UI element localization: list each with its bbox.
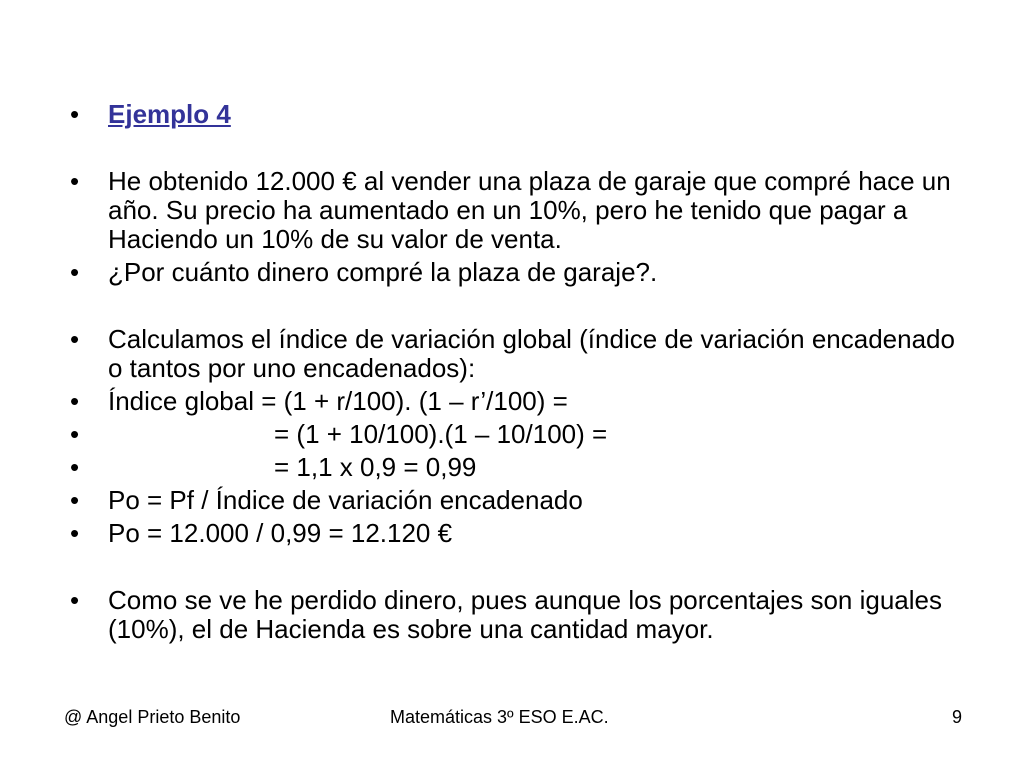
bullet-question	[70, 258, 970, 287]
bullet-problem	[70, 167, 970, 254]
bullet-step2	[70, 420, 970, 449]
step2-text: = (1 + 10/100).(1 – 10/100) =	[274, 419, 608, 449]
step1-text: Índice global = (1 + r/100). (1 – r’/100) =	[108, 386, 568, 416]
bullet-dot: •	[70, 419, 80, 449]
bullet-dot: •	[70, 452, 80, 482]
bullet-formula	[70, 486, 970, 515]
bullet-dot: •	[70, 99, 80, 129]
slide-heading: Ejemplo 4	[108, 99, 231, 129]
intro-text: Calculamos el índice de variación global (índice de variación encadenado o tantos por uno encadenados):	[108, 324, 955, 383]
bullet-step3	[70, 453, 970, 482]
question-text: ¿Por cuánto dinero compré la plaza de garaje?.	[108, 257, 658, 287]
bullet-dot: •	[70, 257, 80, 287]
formula-text: Po = Pf / Índice de variación encadenado	[108, 485, 583, 515]
bullet-step1	[70, 387, 970, 416]
bullet-heading	[70, 100, 970, 129]
bullet-dot: •	[70, 324, 80, 354]
bullet-intro	[70, 325, 970, 383]
footer-course: Matemáticas 3º ESO E.AC.	[390, 707, 609, 727]
bullet-dot: •	[70, 386, 80, 416]
bullet-dot: •	[70, 485, 80, 515]
step3-text: = 1,1 x 0,9 = 0,99	[274, 452, 477, 482]
bullet-conclusion	[70, 586, 970, 644]
footer-author: @ Angel Prieto Benito	[64, 707, 241, 727]
conclusion-text: Como se ve he perdido dinero, pues aunque los porcentajes son iguales (10%), el de Hacienda es sobre una cantidad mayor.	[108, 585, 942, 644]
bullet-result	[70, 519, 970, 548]
result-text: Po = 12.000 / 0,99 = 12.120 €	[108, 518, 453, 548]
bullet-dot: •	[70, 585, 80, 615]
footer-page-number: 9	[952, 707, 963, 727]
bullet-dot: •	[70, 518, 80, 548]
slide-content	[70, 100, 970, 644]
problem-text: He obtenido 12.000 € al vender una plaza de garaje que compré hace un año. Su precio ha aumentado en un 10%, pero he tenido que pagar a Haciendo un 10% de su valor de venta.	[108, 166, 951, 254]
bullet-dot: •	[70, 166, 80, 196]
